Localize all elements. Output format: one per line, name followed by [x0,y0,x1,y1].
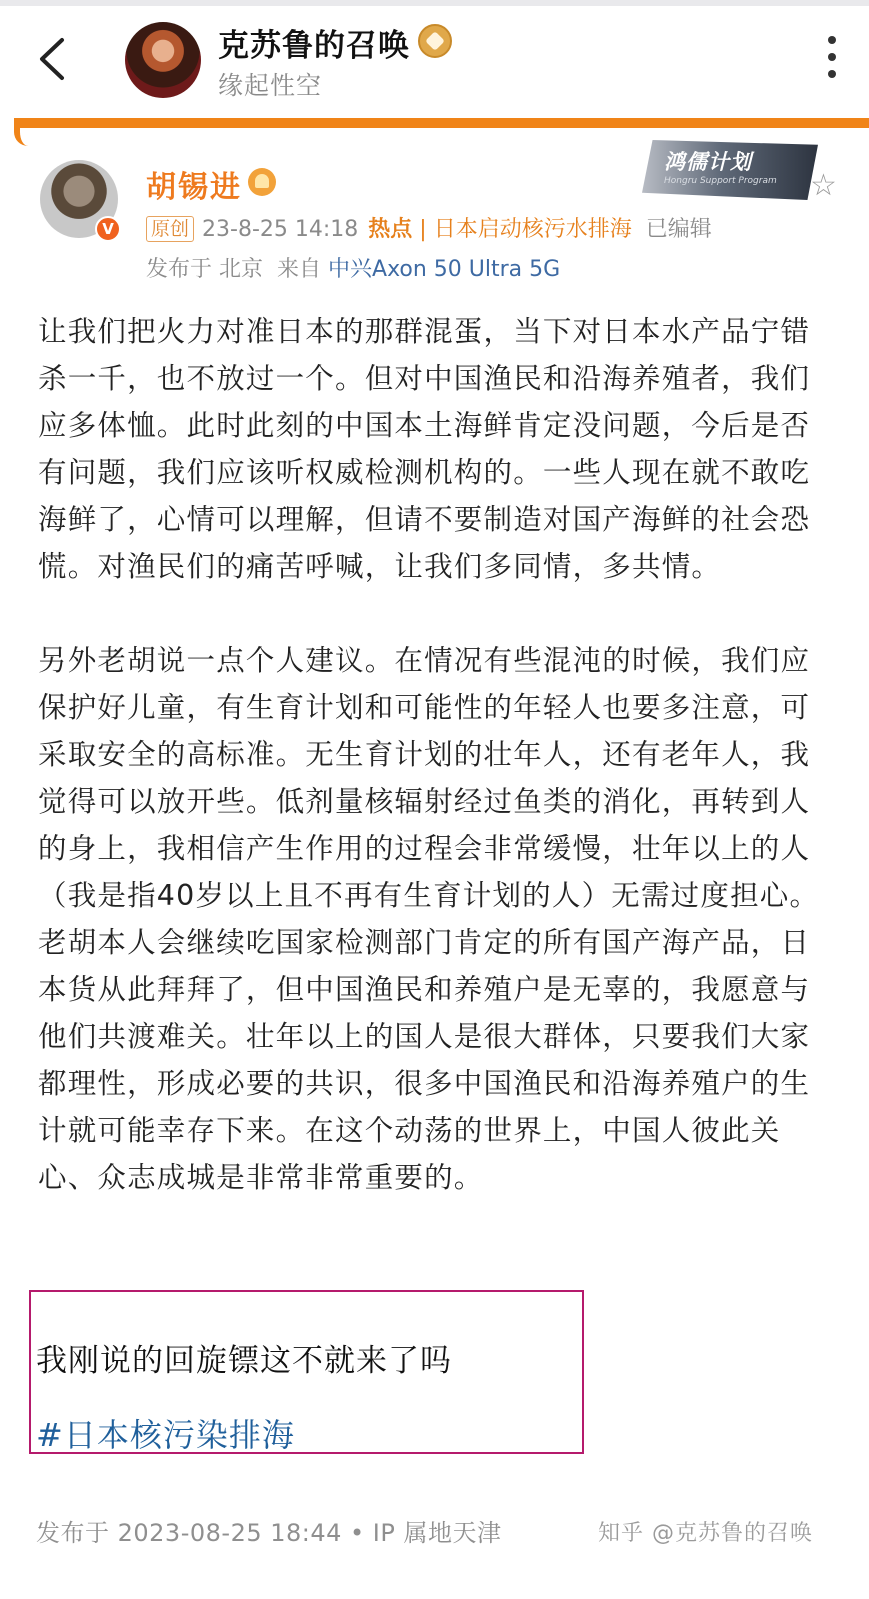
hashtag-link[interactable]: #日本核污染排海 [36,1416,295,1454]
from-label: 来自 [277,257,322,282]
page-title: 克苏鲁的召唤 [218,28,410,64]
post-meta [146,212,712,242]
author-name: 胡锡进 [146,170,242,205]
orange-divider [14,118,869,128]
verified-v-icon: V [95,216,121,242]
post-location: 发布于 北京 [146,257,263,282]
banner-subtitle: Hongru Support Program [664,176,777,186]
hot-topic: | 日本启动核污水排海 [412,217,632,242]
user-signature: 缘起性空 [218,71,323,100]
post-paragraph: 另外老胡说一点个人建议。在情况有些混沌的时候，我们应保护好儿童，有生育计划和可能性的年轻人也要多注意，可采取安全的高标准。无生育计划的壮年人，还有老年人，我觉得可以放开些。低剂量核辐射经过鱼类的消化，再转到人的身上，我相信产生作用的过程会非常缓慢，壮年以上的人（我是指40岁以上且不再有生育计划的人）无需过度担心。老胡本人会继续吃国家检测部门肯定的所有国产海产品，日本货从此拜拜了，但中国渔民和养殖户是无辜的，我愿意与他们共渡难关。壮年以上的国人是很大群体，只要我们大家都理性，形成必要的共识，很多中国渔民和沿海养殖户的生计就可能幸存下来。在这个动荡的世界上，中国人彼此关心、众志成城是非常非常重要的。 [38,644,820,1194]
more-options-icon[interactable] [820,36,844,86]
member-badge-icon [248,168,276,196]
back-arrow-icon[interactable] [34,34,74,84]
banner-title: 鸿儒计划 [664,150,752,174]
edited-label: 已编辑 [645,217,712,242]
post-source [146,252,560,283]
comment-text: 我刚说的回旋镖这不就来了吗 [36,1343,452,1379]
original-tag: 原创 [146,216,194,242]
device-name: 中兴Axon 50 Ultra 5G [328,257,561,282]
star-icon: ☆ [810,168,837,203]
post-date: 23-8-25 14:18 [202,217,359,242]
hot-label: 热点 [368,217,413,242]
watermark: 知乎 @克苏鲁的召唤 [598,1521,813,1546]
user-avatar[interactable] [125,22,201,98]
verified-badge-icon [418,24,452,58]
post-paragraph: 让我们把火力对准日本的那群混蛋，当下对日本水产品宁错杀一千，也不放过一个。但对中国渔民和沿海养殖者，我们应多体恤。此时此刻的中国本土海鲜肯定没问题，今后是否有问题，我们应该听权威检测机构的。一些人现在就不敢吃海鲜了，心情可以理解，但请不要制造对国产海鲜的社会恐慌。对渔民们的痛苦呼喊，让我们多同情，多共情。 [38,315,811,583]
post-body [38,308,838,1201]
publish-info: 发布于 2023-08-25 18:44 • IP 属地天津 [36,1519,502,1547]
